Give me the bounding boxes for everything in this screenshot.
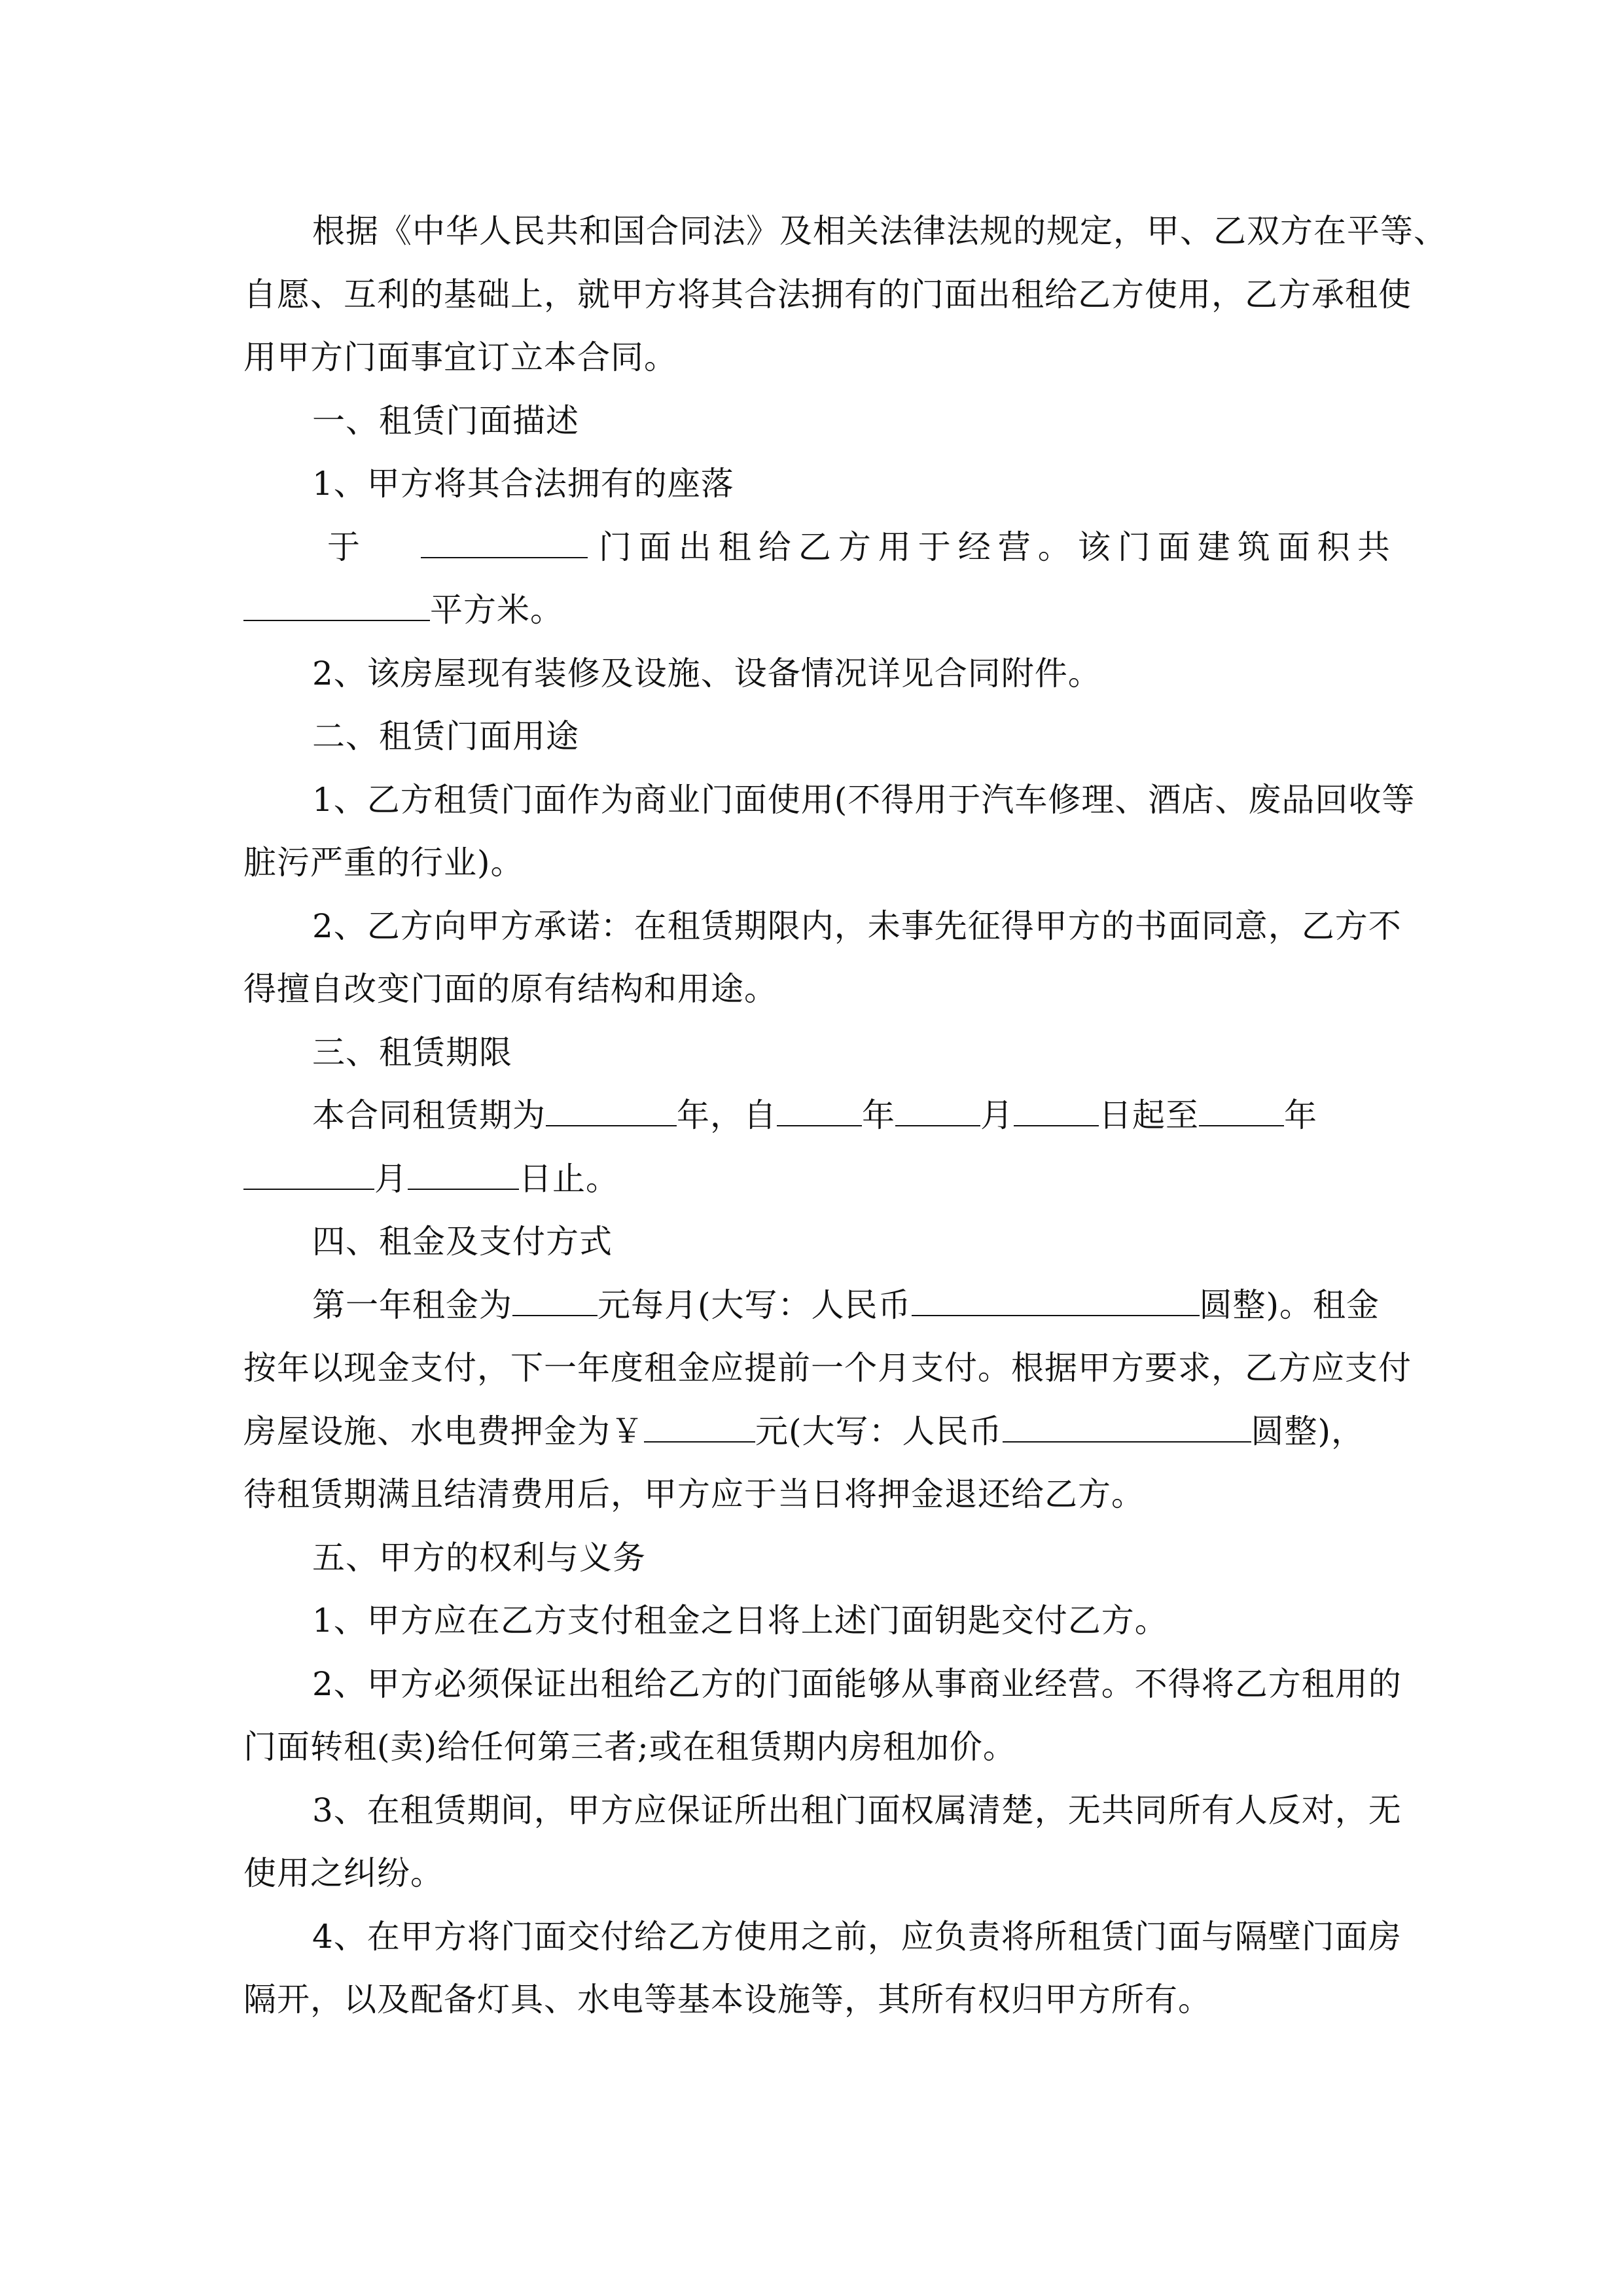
start-month-blank[interactable] (895, 1095, 980, 1126)
s1-item-1-line-2 (327, 527, 1397, 567)
s4-deposit-line (243, 1411, 1380, 1452)
s4-rent-line-4: 待租赁期满且结清费用后，甲方应于当日将押金退还给乙方。 (243, 1475, 1145, 1513)
rent-uppercase-blank[interactable] (912, 1285, 1200, 1316)
location-blank[interactable] (421, 527, 588, 558)
s5-item-3-line-1: 3、在租赁期间，甲方应保证所出租门面权属清楚，无共同所有人反对，无 (312, 1791, 1402, 1829)
area-blank[interactable] (243, 590, 430, 621)
s1-item-1-line-1: 1、甲方将其合法拥有的座落 (312, 465, 734, 503)
section-2-heading: 二、租赁门面用途 (312, 717, 579, 755)
start-day-blank[interactable] (1014, 1095, 1099, 1126)
end-year-unit: 年 (1284, 1096, 1317, 1134)
term-label: 本合同租赁期为 (312, 1096, 546, 1134)
start-month-unit: 月 (980, 1096, 1014, 1134)
s4-rent-line-1 (312, 1285, 1380, 1325)
deposit-amount-blank[interactable] (644, 1411, 755, 1443)
end-year-blank[interactable] (1199, 1095, 1284, 1126)
s5-item-2-line-2: 门面转租(卖)给任何第三者;或在租赁期内房租加价。 (243, 1728, 1016, 1766)
start-year-blank[interactable] (777, 1095, 862, 1126)
end-month-blank[interactable] (243, 1158, 374, 1190)
s1-item-1-prefix: 于 (327, 528, 361, 566)
s3-term-line-2 (243, 1158, 1380, 1199)
rent-label: 第一年租金为 (312, 1286, 512, 1324)
term-years-unit: 年，自 (677, 1096, 777, 1134)
start-day-unit: 日起至 (1099, 1096, 1199, 1134)
deposit-uppercase-label: 元(大写：人民币 (755, 1412, 1003, 1450)
s5-item-4-line-1: 4、在甲方将门面交付给乙方使用之前，应负责将所租赁门面与隔壁门面房 (312, 1918, 1402, 1956)
end-month-unit: 月 (374, 1160, 408, 1198)
section-5-heading: 五、甲方的权利与义务 (312, 1539, 646, 1577)
section-4-heading: 四、租金及支付方式 (312, 1223, 613, 1261)
section-1-heading: 一、租赁门面描述 (312, 402, 579, 440)
s1-item-1-text: 门面出租给乙方用于经营。该门面建筑面积共 (598, 528, 1397, 566)
start-year-unit: 年 (862, 1096, 895, 1134)
end-day-unit: 日止。 (519, 1160, 619, 1198)
end-day-blank[interactable] (408, 1158, 519, 1190)
s2-item-1-line-2: 脏污严重的行业)。 (243, 844, 524, 882)
s2-item-2-line-2: 得擅自改变门面的原有结构和用途。 (243, 970, 777, 1008)
deposit-uppercase-blank[interactable] (1003, 1411, 1251, 1443)
s4-rent-line-2: 按年以现金支付，下一年度租金应提前一个月支付。根据甲方要求，乙方应支付 (243, 1349, 1412, 1387)
s2-item-1-line-1: 1、乙方租赁门面作为商业门面使用(不得用于汽车修理、酒店、废品回收等 (312, 781, 1416, 819)
rent-uppercase-label: 元每月(大写：人民币 (597, 1286, 912, 1324)
intro-line-2: 自愿、互利的基础上，就甲方将其合法拥有的门面出租给乙方使用，乙方承租使 (243, 276, 1412, 314)
rent-suffix: 圆整)。租金 (1199, 1286, 1380, 1324)
s5-item-4-line-2: 隔开，以及配备灯具、水电等基本设施等，其所有权归甲方所有。 (243, 1981, 1211, 2018)
area-unit: 平方米。 (430, 591, 563, 629)
s5-item-3-line-2: 使用之纠纷。 (243, 1854, 444, 1892)
deposit-suffix: 圆整)， (1251, 1412, 1365, 1450)
intro-line-1: 根据《中华人民共和国合同法》及相关法律法规的规定，甲、乙双方在平等、 (312, 212, 1447, 250)
s5-item-1: 1、甲方应在乙方支付租金之日将上述门面钥匙交付乙方。 (312, 1602, 1168, 1640)
section-3-heading: 三、租赁期限 (312, 1033, 512, 1071)
s1-item-2: 2、该房屋现有装修及设施、设备情况详见合同附件。 (312, 655, 1101, 692)
monthly-rent-blank[interactable] (512, 1285, 597, 1316)
s5-item-2-line-1: 2、甲方必须保证出租给乙方的门面能够从事商业经营。不得将乙方租用的 (312, 1665, 1402, 1703)
intro-line-3: 用甲方门面事宜订立本合同。 (243, 338, 677, 376)
deposit-label: 房屋设施、水电费押金为￥ (243, 1412, 644, 1450)
s2-item-2-line-1: 2、乙方向甲方承诺：在租赁期限内，未事先征得甲方的书面同意，乙方不 (312, 907, 1402, 945)
s3-term-line-1 (312, 1095, 1380, 1136)
s1-item-1-line-3 (243, 590, 1380, 630)
term-years-blank[interactable] (546, 1095, 677, 1126)
